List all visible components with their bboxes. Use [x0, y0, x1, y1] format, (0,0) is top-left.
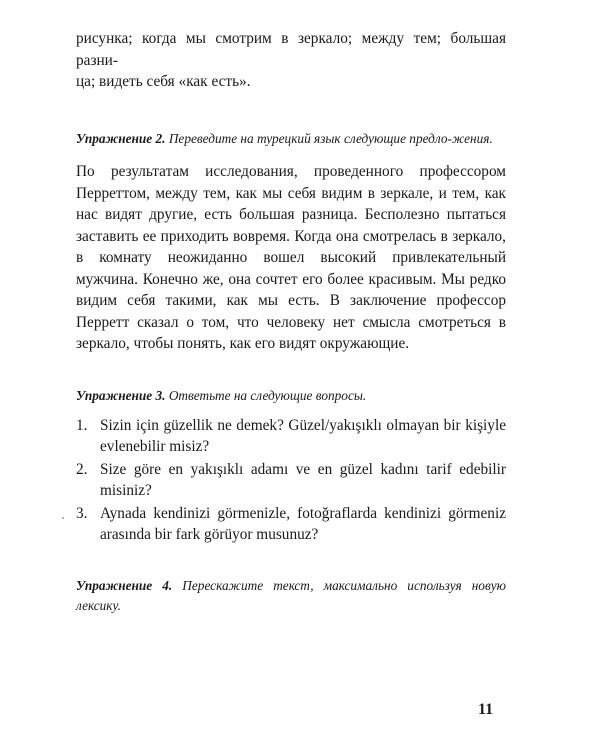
page-content	[76, 28, 506, 615]
exercise-3-label: Упражнение 3.	[76, 387, 166, 403]
exercise-3-heading	[76, 386, 506, 406]
question-number: 2.	[76, 461, 88, 478]
intro-line-1: рисунка; когда мы смотрим в зеркало; между тем; большая разни-	[76, 30, 506, 69]
exercise-4-label: Упражнение 4.	[76, 578, 173, 593]
exercise-4-heading	[76, 576, 506, 615]
scan-speck	[62, 517, 64, 519]
question-number: 3.	[76, 505, 88, 522]
question-item	[76, 415, 506, 457]
exercise-3-instruction: Ответьте на следующие вопросы.	[168, 387, 367, 403]
question-list	[76, 415, 506, 545]
exercise-2-label: Упражнение 2.	[76, 130, 166, 146]
question-item	[76, 459, 506, 501]
intro-text	[76, 28, 506, 93]
page-number: 11	[478, 701, 494, 718]
question-number: 1.	[76, 417, 88, 434]
exercise-4-instruction: Перескажите текст, максимально используя новую лексику.	[76, 578, 507, 613]
question-item	[76, 503, 506, 545]
exercise-2-paragraph: По результатам исследования, проведенного профессором Перреттом, между тем, как мы себя видим в зеркале, и тем, как нас видят другие, есть большая разница. Бесполезно пытаться заставить ее приходить вовремя. Когда она смотрелась в зеркало, в комнату неожиданно вошел высокий привлекательный мужчина. Конечно же, она сочтет его более красивым. Мы редко видим себя такими, как мы есть. В заключение профессор Перретт сказал о том, что человеку нет смысла смотреться в зеркало, чтобы понять, как его видят окружающие.	[76, 163, 506, 352]
exercise-2-heading	[76, 129, 506, 149]
exercise-2-instruction: Переведите на турецкий язык следующие предло-жения.	[168, 130, 493, 146]
question-text: Size göre en yakışıklı adamı ve en güzel kadını tarif edebilir misiniz?	[100, 461, 506, 499]
question-text: Aynada kendinizi görmenizle, fotoğraflarda kendinizi görmeniz arasında bir fark görüyor musunuz?	[100, 505, 506, 543]
intro-line-2: ца; видеть себя «как есть».	[76, 73, 251, 90]
question-text: Sizin için güzellik ne demek? Güzel/yakışıklı olmayan bir kişiyle evlenebilir misiz?	[100, 417, 506, 455]
